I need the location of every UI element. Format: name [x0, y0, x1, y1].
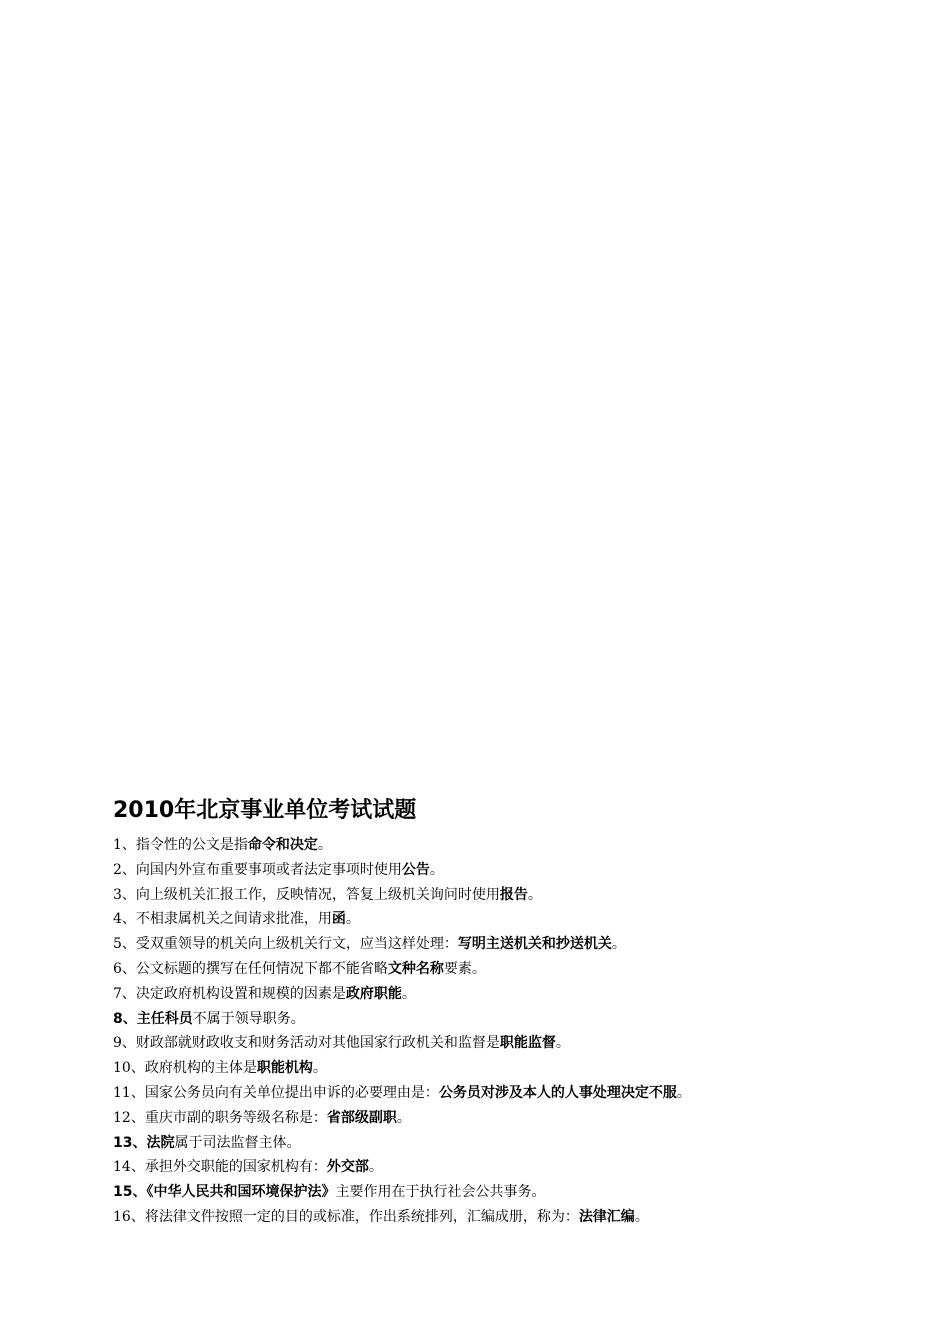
answer-lead: 15、《中华人民共和国环境保护法》: [113, 1184, 336, 1201]
question-tail: 。: [634, 1208, 649, 1225]
question-item-6: [113, 957, 893, 982]
question-item-11: [113, 1081, 893, 1106]
question-tail: 。: [555, 1035, 570, 1052]
question-text: 7、决定政府机构设置和规模的因素是: [113, 985, 346, 1002]
question-tail: 。: [312, 1060, 327, 1077]
question-tail: 不属于领导职务。: [192, 1010, 305, 1027]
question-item-7: [113, 982, 893, 1007]
question-text: 11、国家公务员向有关单位提出申诉的必要理由是：: [113, 1084, 439, 1101]
question-text: 14、承担外交职能的国家机构有：: [113, 1159, 327, 1176]
question-tail: 。: [611, 936, 626, 953]
question-text: 16、将法律文件按照一定的目的或标准，作出系统排列，汇编成册，称为：: [113, 1208, 579, 1225]
answer-lead: 8、主任科员: [113, 1010, 193, 1027]
document-content: [113, 793, 893, 1230]
answer-text: 法律汇编: [578, 1208, 635, 1225]
answer-text: 函: [331, 911, 346, 928]
question-item-9: [113, 1031, 893, 1056]
question-tail: 要素。: [443, 960, 486, 977]
answer-text: 公务员对涉及本人的人事处理决定不服: [438, 1084, 677, 1101]
answer-text: 命令和决定: [247, 837, 318, 853]
question-tail: 。: [527, 886, 542, 903]
question-item-8: [113, 1007, 893, 1032]
question-text: 4、不相隶属机关之间请求批准，用: [113, 911, 332, 928]
question-tail: 。: [368, 1159, 383, 1176]
answer-text: 政府职能: [345, 985, 402, 1002]
answer-text: 职能监督: [499, 1035, 556, 1052]
answer-text: 文种名称: [387, 960, 444, 977]
question-tail: 。: [676, 1084, 691, 1101]
question-item-3: [113, 883, 893, 908]
question-tail: 主要作用在于执行社会公共事务。: [335, 1184, 546, 1201]
question-item-14: [113, 1155, 893, 1180]
question-text: 2、向国内外宣布重要事项或者法定事项时使用: [113, 861, 402, 878]
question-tail: 。: [317, 837, 332, 853]
question-tail: 。: [345, 911, 360, 928]
answer-text: 公告: [401, 861, 430, 878]
question-tail: 。: [401, 985, 416, 1002]
question-tail: 。: [429, 861, 444, 878]
question-tail: 。: [396, 1109, 411, 1126]
question-item-16: [113, 1205, 893, 1230]
answer-text: 职能机构: [256, 1060, 313, 1077]
question-text: 5、受双重领导的机关向上级机关行文，应当这样处理：: [113, 936, 458, 953]
answer-text: 外交部: [326, 1159, 369, 1176]
page-title: 2010年北京事业单位考试试题: [113, 798, 417, 823]
question-text: 6、公文标题的撰写在任何情况下都不能省略: [113, 960, 388, 977]
answer-lead: 13、法院: [113, 1134, 175, 1151]
question-text: 9、财政部就财政收支和财务活动对其他国家行政机关和监督是: [113, 1035, 500, 1052]
question-text: 3、向上级机关汇报工作，反映情况，答复上级机关询问时使用: [113, 886, 500, 903]
question-text: 10、政府机构的主体是: [113, 1060, 257, 1077]
question-item-1: [113, 833, 893, 858]
question-item-15: [113, 1180, 893, 1205]
answer-text: 省部级副职: [326, 1109, 397, 1126]
answer-text: 写明主送机关和抄送机关: [457, 936, 612, 953]
question-text: 1、指令性的公文是指: [113, 837, 248, 853]
question-item-4: [113, 907, 893, 932]
question-tail: 属于司法监督主体。: [174, 1134, 301, 1151]
question-item-13: [113, 1131, 893, 1156]
question-item-5: [113, 932, 893, 957]
question-item-2: [113, 858, 893, 883]
answer-text: 报告: [499, 886, 528, 903]
question-item-12: [113, 1106, 893, 1131]
question-item-10: [113, 1056, 893, 1081]
question-text: 12、重庆市副的职务等级名称是：: [113, 1109, 327, 1126]
